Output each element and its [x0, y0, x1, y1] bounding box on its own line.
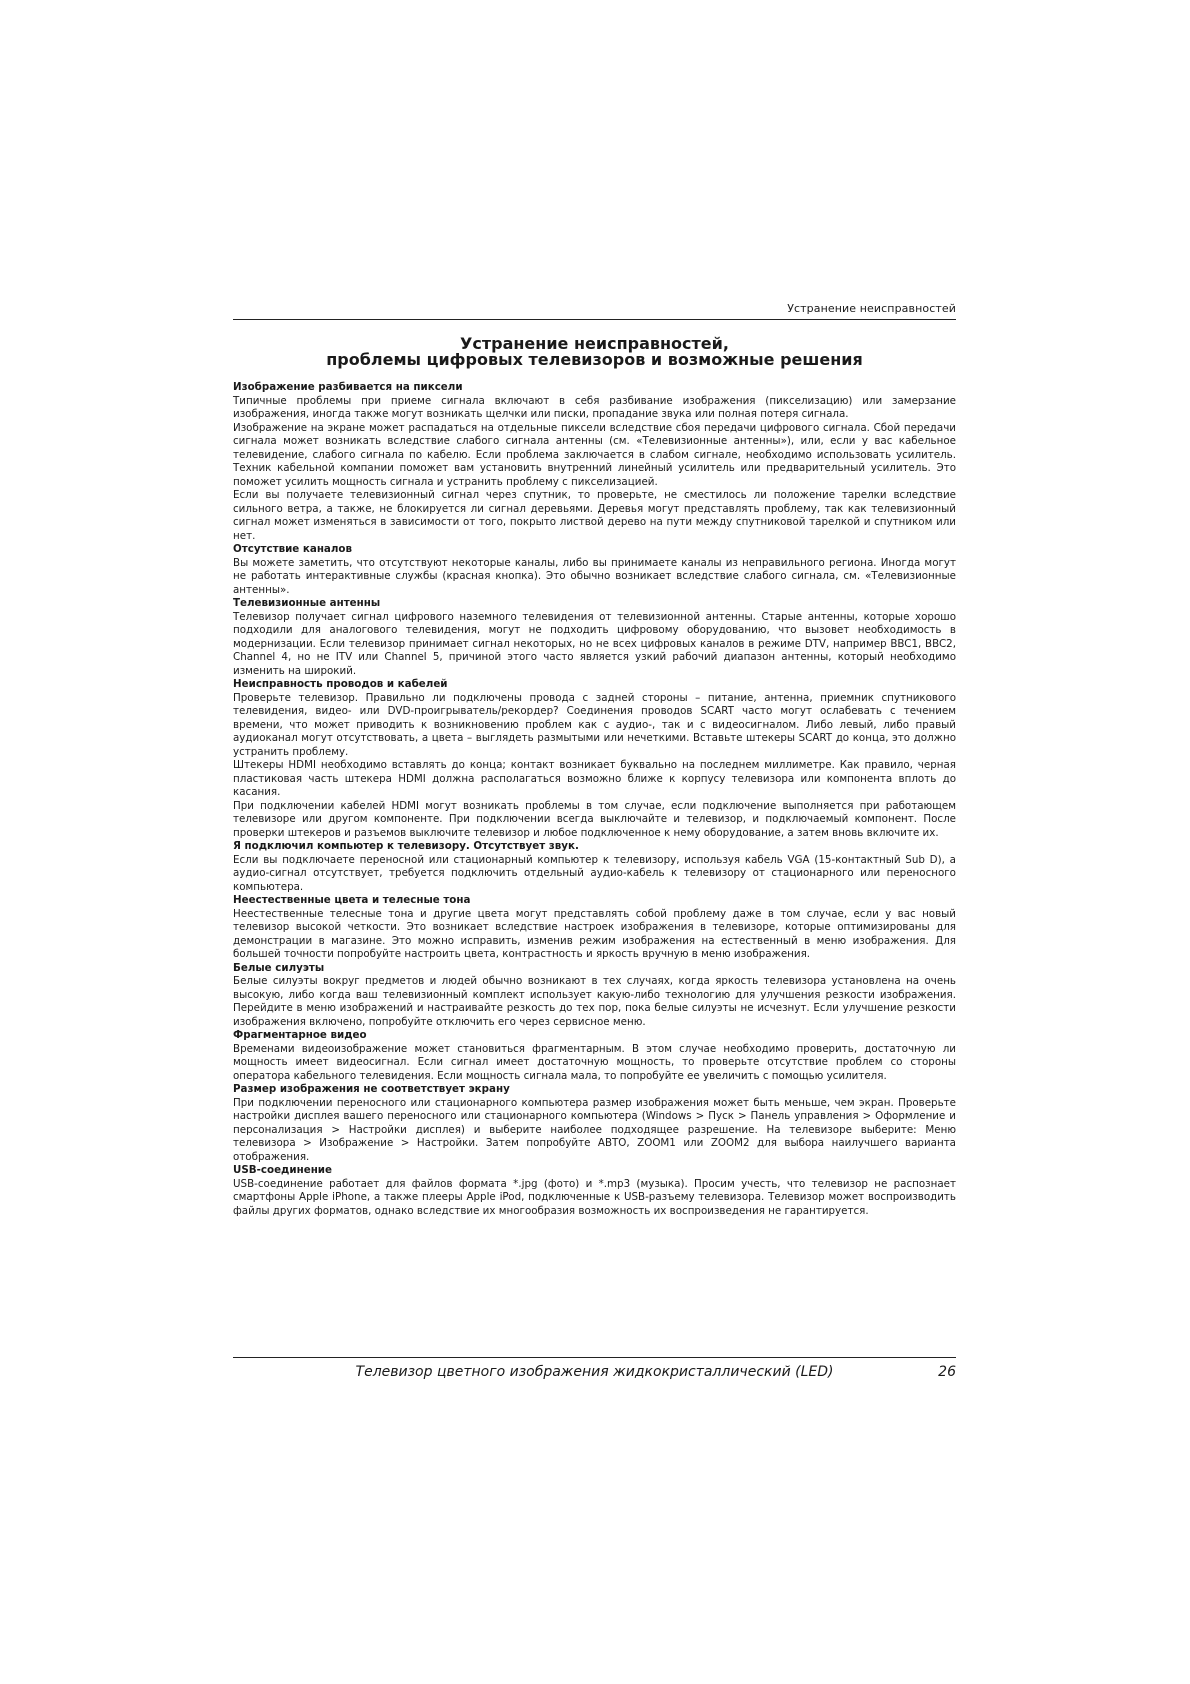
section-heading: Неестественные цвета и телесные тона	[233, 894, 471, 906]
section-heading: Неисправность проводов и кабелей	[233, 678, 448, 690]
section-paragraph: Если вы подключаете переносной или стационарный компьютер к телевизору, используя кабель VGA (15-контактный Sub D), а аудио-сигнал отсутствует, требуется подключить отдельный аудио-кабель к телевизору от стационарного или переносного компьютера.	[233, 853, 956, 893]
page-title	[233, 336, 956, 368]
section-unnatural-colors	[233, 894, 956, 962]
section-paragraph: Если вы получаете телевизионный сигнал через спутник, то проверьте, не сместилось ли положение тарелки вследствие сильного ветра, а также, не блокируется ли сигнал деревьями. Деревья могут представлять проблему, так как телевизионный сигнал может изменяться в зависимости от того, покрыто листвой дерево на пути между спутниковой тарелкой и спутником или нет.	[233, 489, 956, 542]
section-heading: Телевизионные антенны	[233, 597, 381, 609]
section-paragraph: USB-соединение работает для файлов формата *.jpg (фото) и *.mp3 (музыка). Просим учесть, что телевизор не распознает смартфоны Apple iPhone, а также плееры Apple iPod, подключенные к USB-разъему телевизора. Телевизор может воспроизводить файлы других форматов, однако вследствие их многообразия возможность их воспроизведения не гарантируется.	[233, 1177, 956, 1217]
section-paragraph: При подключении переносного или стационарного компьютера размер изображения может быть меньше, чем экран. Проверьте настройки дисплея вашего переносного или стационарного компьютера (Windows > Пуск > Панель управления > Оформление и персонализация > Настройки дисплея) и выберите наиболее подходящее разрешение. На телевизоре выберите: Меню телевизора > Изображение > Настройки. Затем попробуйте АВТО, ZOOM1 или ZOOM2 для выбора наилучшего варианта отображения.	[233, 1096, 956, 1163]
section-white-silhouettes	[233, 962, 956, 1030]
page-title-line-2: проблемы цифровых телевизоров и возможные решения	[326, 350, 863, 369]
page-number: 26	[938, 1364, 956, 1380]
section-tv-antennas	[233, 597, 956, 678]
section-computer-no-sound	[233, 840, 956, 894]
section-paragraph: Проверьте телевизор. Правильно ли подключены провода с задней стороны – питание, антенна, приемник спутникового телевидения, видео- или DVD-проигрыватель/рекордер? Соединения проводов SCART часто могут ослабевать с течением времени, что может приводить к возникновению проблем как с аудио-, так и с видеосигналом. Либо левый, либо правый аудиоканал могут отсутствовать, а цвета – выглядеть размытыми или нечеткими. Вставьте штекеры SCART до конца, это должно устранить проблему.	[233, 691, 956, 758]
section-image-size	[233, 1083, 956, 1164]
section-heading: USB-соединение	[233, 1164, 333, 1176]
section-heading: Я подключил компьютер к телевизору. Отсутствует звук.	[233, 840, 579, 852]
running-header: Устранение неисправностей	[787, 302, 956, 315]
footer-title: Телевизор цветного изображения жидкокристаллический (LED)	[355, 1364, 834, 1380]
section-missing-channels	[233, 543, 956, 597]
section-fragmented-video	[233, 1029, 956, 1083]
section-paragraph: Типичные проблемы при приеме сигнала включают в себя разбивание изображения (пикселизацию) или замерзание изображения, иногда также могут возникать щелчки или писки, пропадание звука или полная потеря сигнала.	[233, 394, 956, 420]
section-paragraph: При подключении кабелей HDMI могут возникать проблемы в том случае, если подключение выполняется при работающем телевизоре или другом компоненте. При подключении всегда выключайте и телевизор, и подключаемый компонент. После проверки штекеров и разъемов выключите телевизор и любое подключенное к нему оборудование, а затем вновь включите их.	[233, 799, 956, 839]
section-paragraph: Белые силуэты вокруг предметов и людей обычно возникают в тех случаях, когда яркость телевизора установлена на очень высокую, либо когда ваш телевизионный комплект использует какую-либо технологию для улучшения резкости изображения. Перейдите в меню изображений и настраивайте резкость до тех пор, пока белые силуэты не исчезнут. Если улучшение резкости изображения включено, попробуйте отключить его через сервисное меню.	[233, 975, 956, 1028]
section-pixelation	[233, 381, 956, 543]
document-page	[233, 0, 956, 1684]
section-paragraph: Изображение на экране может распадаться на отдельные пиксели вследствие сбоя передачи цифрового сигнала. Сбой передачи сигнала может возникать вследствие слабого сигнала антенны (см. «Телевизионные антенны»), или, если у вас кабельное телевидение, слабого сигнала по кабелю. Если проблема заключается в слабом сигнале, необходимо использовать усилитель. Техник кабельной компании поможет вам установить внутренний линейный усилитель или предварительный усилитель. Это поможет усилить мощность сигнала и устранить проблему с пикселизацией.	[233, 421, 956, 488]
page-title-line-1: Устранение неисправностей,	[460, 334, 729, 353]
section-usb	[233, 1164, 956, 1218]
section-heading: Фрагментарное видео	[233, 1029, 367, 1041]
header-rule	[233, 319, 956, 320]
section-heading: Отсутствие каналов	[233, 543, 353, 555]
section-cables	[233, 678, 956, 840]
section-paragraph: Вы можете заметить, что отсутствуют некоторые каналы, либо вы принимаете каналы из неправильного региона. Иногда могут не работать интерактивные службы (красная кнопка). Это обычно возникает вследствие слабого сигнала, см. «Телевизионные антенны».	[233, 556, 956, 596]
section-heading: Белые силуэты	[233, 961, 325, 974]
section-paragraph: Временами видеоизображение может становиться фрагментарным. В этом случае необходимо проверить, достаточную ли мощность имеет видеосигнал. Если сигнал имеет достаточную мощность, то проверьте отсутствие проблем со стороны оператора кабельного телевидения. Если мощность сигнала мала, то попробуйте ее увеличить с помощью усилителя.	[233, 1042, 956, 1082]
section-paragraph: Телевизор получает сигнал цифрового наземного телевидения от телевизионной антенны. Старые антенны, которые хорошо подходили для аналогового телевидения, могут не подходить цифровому оборудованию, что вызовет необходимость в модернизации. Если телевизор принимает сигнал некоторых, но не всех цифровых каналов в режиме DTV, например BBC1, BBC2, Channel 4, но не ITV или Channel 5, причиной этого часто является узкий рабочий диапазон антенны, который необходимо изменить на широкий.	[233, 610, 956, 677]
document-body	[233, 381, 956, 1218]
section-heading: Размер изображения не соответствует экрану	[233, 1083, 510, 1095]
footer-rule	[233, 1357, 956, 1358]
section-paragraph: Неестественные телесные тона и другие цвета могут представлять собой проблему даже в том случае, если у вас новый телевизор высокой четкости. Это возникает вследствие настроек изображения в телевизоре, которые оптимизированы для демонстрации в магазине. Это можно исправить, изменив режим изображения на естественный в меню изображения. Для большей точности попробуйте настроить цвета, контрастность и яркость вручную в меню изображения.	[233, 907, 956, 960]
section-heading: Изображение разбивается на пиксели	[233, 381, 463, 393]
section-paragraph: Штекеры HDMI необходимо вставлять до конца; контакт возникает буквально на последнем миллиметре. Как правило, черная пластиковая часть штекера HDMI должна располагаться возможно ближе к корпусу телевизора или компонента вплоть до касания.	[233, 759, 956, 798]
